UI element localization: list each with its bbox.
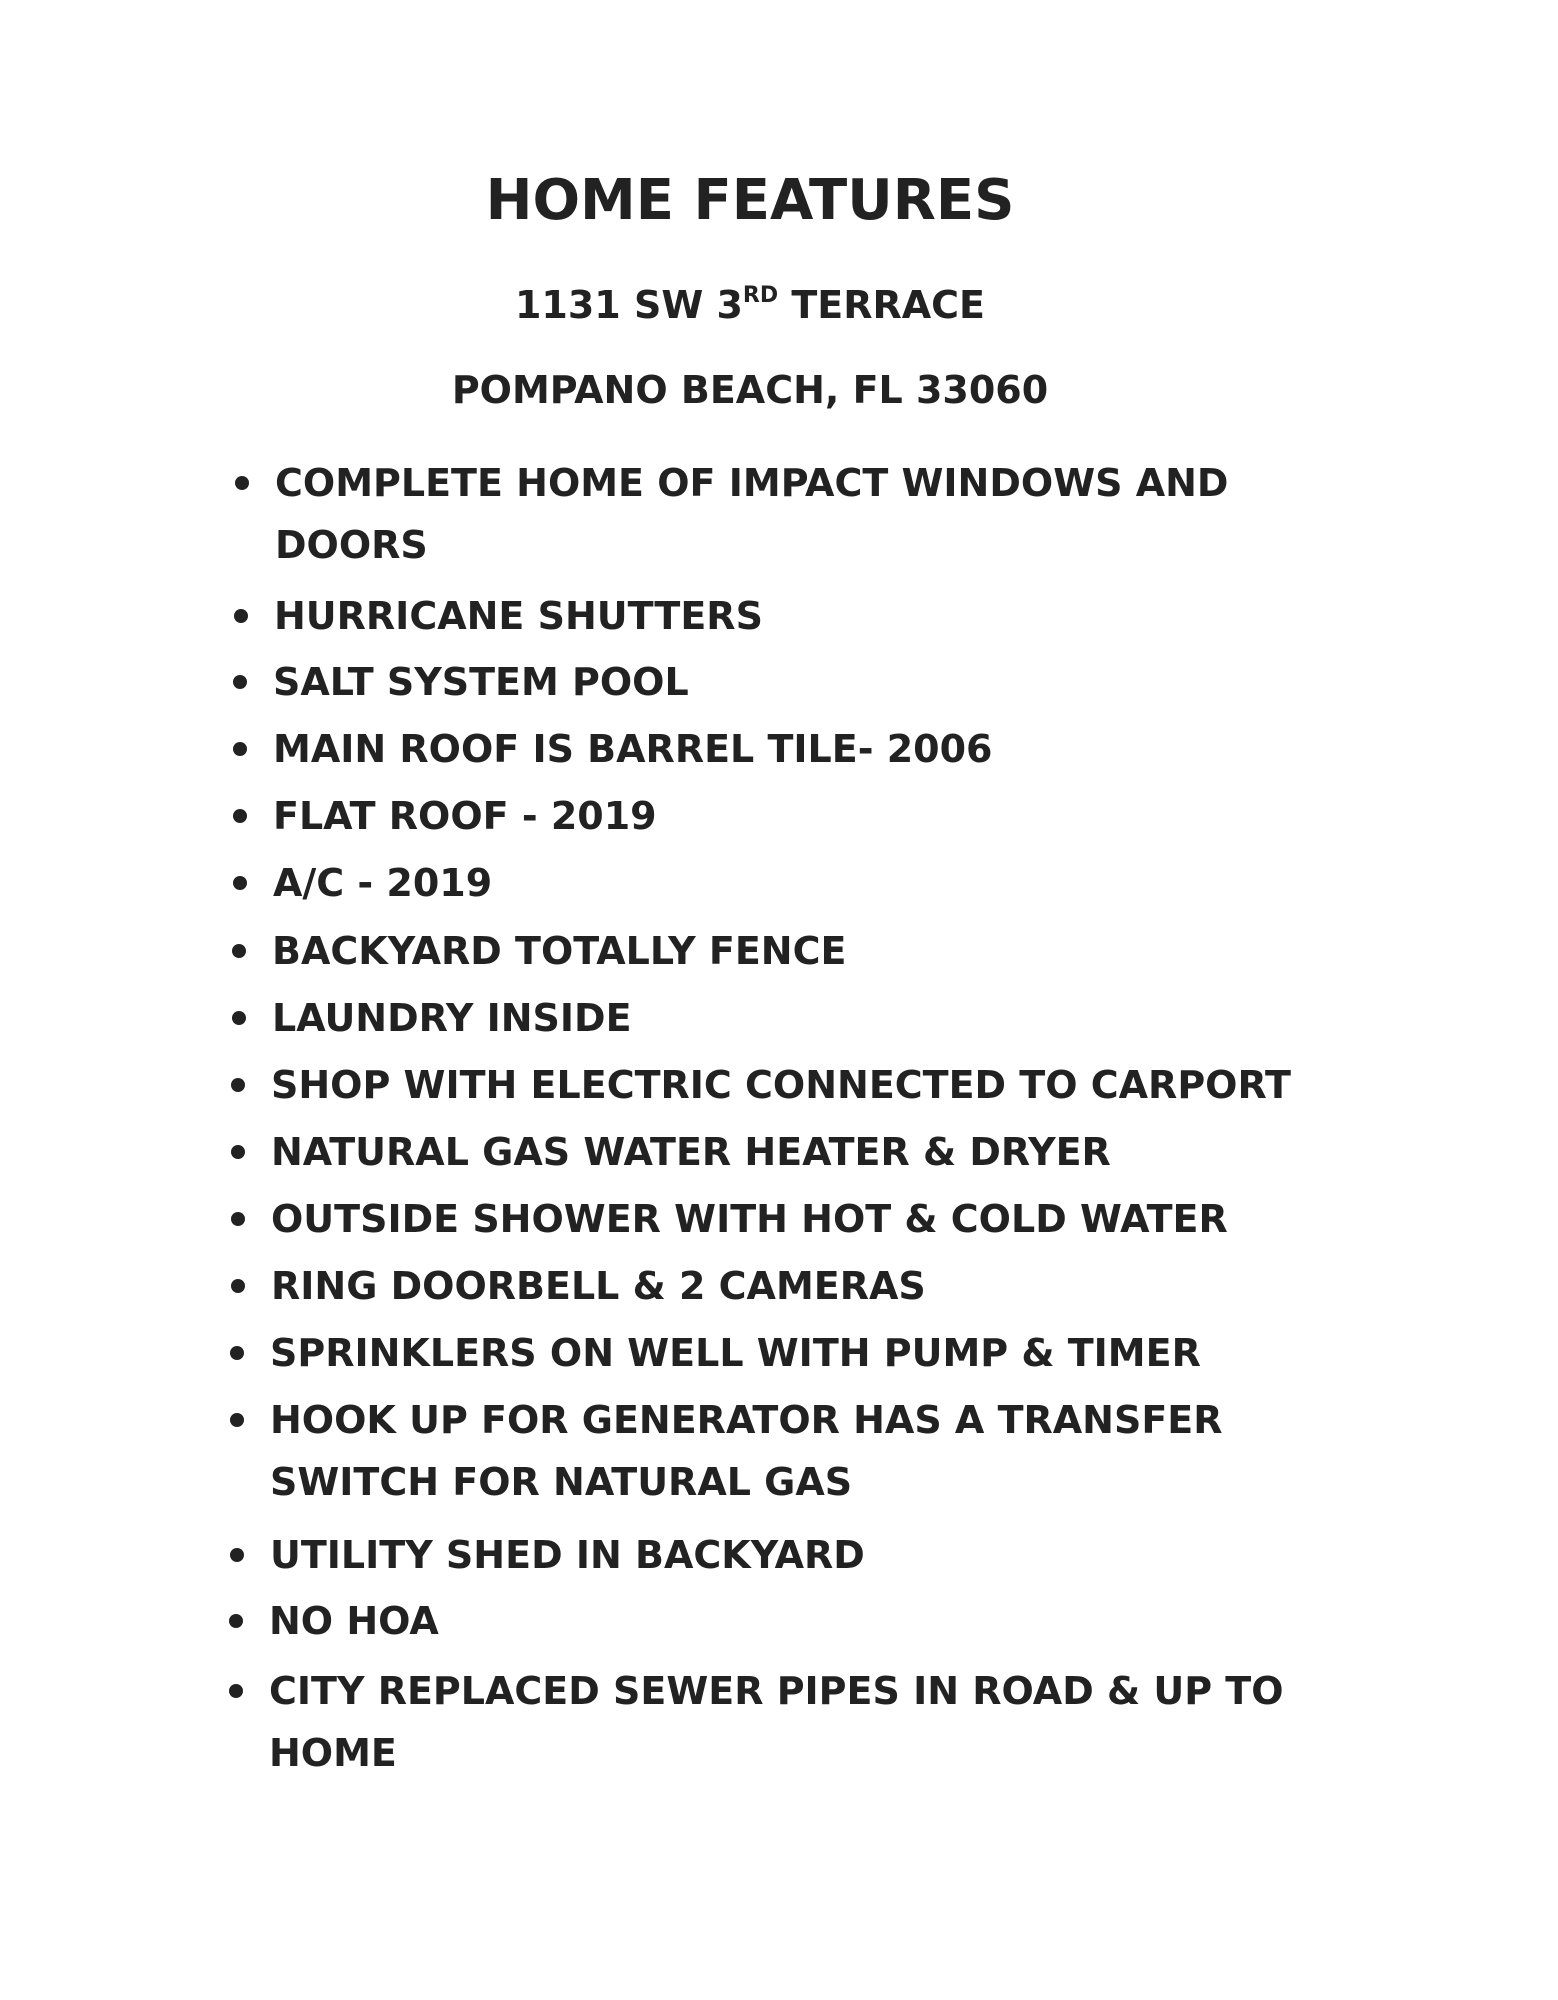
feature-text: LAUNDRY INSIDE [272,996,632,1040]
feature-item [273,718,1303,780]
feature-item [269,1590,1299,1652]
street-ordinal-suffix: RD [742,283,779,308]
feature-text: SHOP WITH ELECTRIC CONNECTED TO CARPORT [271,1063,1291,1107]
bullet-icon [231,1078,245,1092]
bullet-icon [233,876,247,890]
feature-text: BACKYARD TOTALLY FENCE [272,929,847,973]
feature-text: UTILITY SHED IN BACKYARD [270,1533,865,1577]
feature-item [275,452,1305,576]
street-name: TERRACE [778,283,986,327]
bullet-icon [229,1684,243,1698]
feature-text: RING DOORBELL & 2 CAMERAS [271,1264,926,1308]
feature-item [271,1255,1301,1317]
feature-item [271,1121,1301,1183]
feature-text: A/C - 2019 [273,861,493,905]
bullet-icon [232,944,246,958]
bullet-icon [230,1548,244,1562]
bullet-icon [233,742,247,756]
feature-text: CITY REPLACED SEWER PIPES IN ROAD & UP TO HOME [269,1669,1284,1775]
city-state-zip: POMPANO BEACH, FL 33060 [451,368,1049,412]
feature-text: SALT SYSTEM POOL [273,660,689,704]
bullet-icon [234,609,248,623]
feature-item [272,920,1302,982]
feature-item [274,585,1304,647]
bullet-icon [233,809,247,823]
bullet-icon [231,1279,245,1293]
feature-text: OUTSIDE SHOWER WITH HOT & COLD WATER [271,1197,1228,1241]
bullet-icon [232,1011,246,1025]
feature-item [271,1054,1301,1116]
bullet-icon [231,1212,245,1226]
feature-item [270,1322,1300,1384]
feature-text: FLAT ROOF - 2019 [273,794,657,838]
feature-text: HOOK UP FOR GENERATOR HAS A TRANSFER SWITCH FOR NATURAL GAS [270,1398,1223,1504]
page-title: HOME FEATURES [485,168,1015,233]
feature-text: MAIN ROOF IS BARREL TILE- 2006 [273,727,993,771]
feature-item [270,1389,1300,1513]
feature-item [273,852,1303,914]
bullet-icon [230,1413,244,1427]
bullet-icon [230,1346,244,1360]
feature-text: HURRICANE SHUTTERS [274,594,763,638]
feature-text: COMPLETE HOME OF IMPACT WINDOWS AND DOORS [275,461,1229,567]
feature-item [270,1524,1300,1586]
bullet-icon [231,1145,245,1159]
feature-text: SPRINKLERS ON WELL WITH PUMP & TIMER [270,1331,1201,1375]
feature-item [272,987,1302,1049]
feature-item [273,651,1303,713]
feature-item [271,1188,1301,1250]
street-number: 1131 SW 3 [514,283,743,327]
feature-item [273,785,1303,847]
bullet-icon [233,675,247,689]
feature-text: NATURAL GAS WATER HEATER & DRYER [271,1130,1111,1174]
bullet-icon [229,1614,243,1628]
bullet-icon [235,476,249,490]
feature-text: NO HOA [269,1599,439,1643]
feature-item [269,1660,1299,1784]
